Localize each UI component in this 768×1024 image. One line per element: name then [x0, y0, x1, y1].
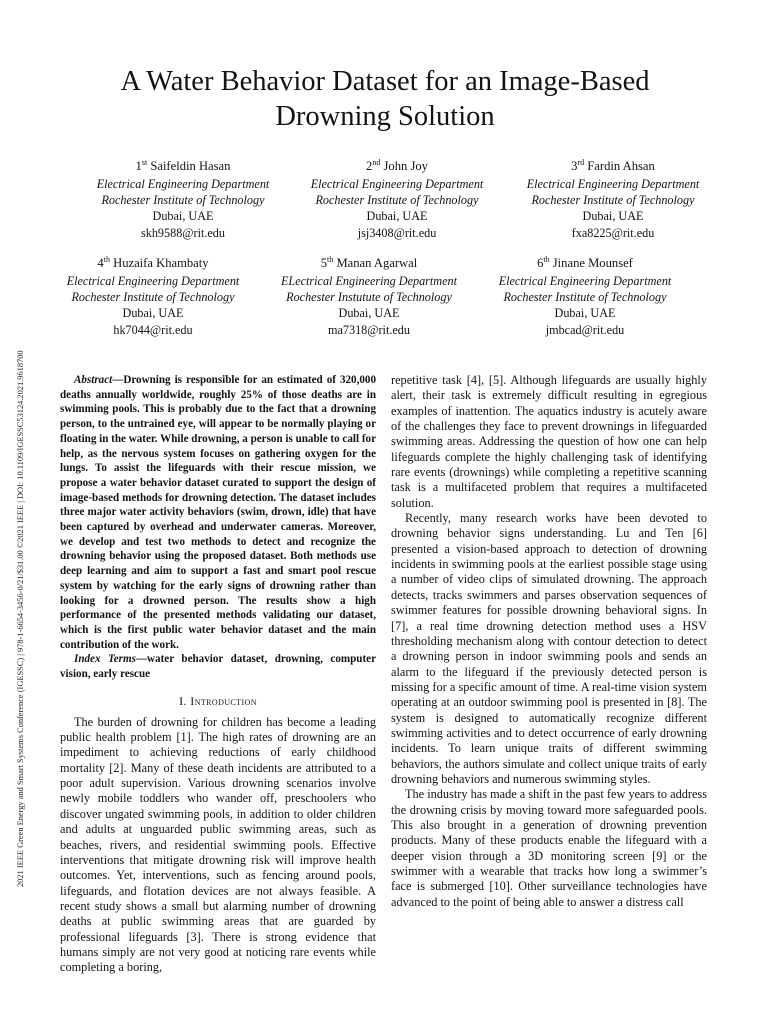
abstract — [60, 373, 376, 652]
author-department: Electrical Engineering Department — [526, 176, 700, 191]
paper-title: A Water Behavior Dataset for an Image-Based Drowning Solution — [120, 66, 650, 132]
author-institution: Rochester Institute of Technology — [315, 193, 479, 207]
author-department: ELectrical Engineering Department — [280, 273, 457, 288]
author-block-3 — [498, 155, 728, 241]
abstract-lead: Abstract — [74, 374, 113, 386]
author-name: 5th Manan Agarwal — [320, 255, 418, 271]
section-heading-introduction: I. Introduction — [179, 693, 257, 708]
right-paragraph-2: Recently, many research works have been devoted to drowning behavior signs understanding. Lu and Ten [6] presented a vision-based approach to detection of drowning incidents in swimming pools at the earliest possible stage using a number of video clips of simulated drowning. The approach detects, tracks swimmers and parses observation sequences of swimmer features for possible drowning behavioral signs. In [7], a real time drowning detection method uses a HSV thresholding mechanism along with contour detection to detect a drowning person in indoor swimming pools and sends an alarm to the lifeguard if the previously detected person is missing for a specific amount of time. A real-time vision system operating at an outdoor swimming pool is presented in [8]. The system is designed to automatically recognize different swimming activities and to detect occurrence of early drowning incidents. To learn unique traits of different swimming behaviors, the authors simulate and collect unique traits of early drowning behaviors and numerous swimming styles. — [391, 511, 707, 786]
author-institution: Rochester Institute of Technology — [71, 290, 235, 304]
author-department: Electrical Engineering Department — [96, 176, 270, 191]
author-block-2 — [282, 155, 512, 241]
author-name: 6th Jinane Mounsef — [537, 255, 633, 271]
index-terms-lead: Index Terms — [74, 653, 136, 666]
author-email: ma7318@rit.edu — [328, 322, 410, 337]
index-terms — [60, 652, 376, 681]
author-city: Dubai, UAE — [122, 306, 184, 321]
author-name: 2nd John Joy — [366, 158, 428, 174]
author-email: skh9588@rit.edu — [140, 225, 225, 240]
author-institution: Rochester Institute of Technology — [101, 193, 265, 207]
author-name: 4th Huzaifa Khambaty — [97, 255, 209, 271]
author-block-4 — [38, 252, 268, 338]
abstract-text: —Drowning is responsible for an estimated of 320,000 deaths annually worldwide, roughly 25% of those deaths are in swimming pools. This is probably due to the fact that a drowning person, to the untrained eye, will appear to be normally playing or floating in the water. While drowning, a person is unable to call for help, as the nervous system focuses on gathering oxygen for the lungs. To assist the lifeguards with their rescue mission, we propose a water behavior dataset curated to support the design of image-based methods for drowning detection. The dataset includes three major water activity behaviors (swim, drown, idle) that have been captured by overhead and underwater cameras. Moreover, we develop and test two methods to detect and recognize the drowning behavior using the proposed dataset. Both methods use deep learning and aim to support a fast and smart pool rescue system by watching for the early signs of drowning rather than looking for a drowned person. The results show a high performance of the presented methods validating our dataset, which is the first public water behavior dataset and the main contribution of the work. — [60, 374, 376, 651]
author-institution: Rochester Institute of Technology — [531, 193, 695, 207]
author-email: hk7044@rit.edu — [113, 322, 193, 337]
author-city: Dubai, UAE — [554, 306, 616, 321]
right-paragraph-3: The industry has made a shift in the past few years to address the drowning crisis by moving toward more safeguarded pools. This also brought in a generation of drowning prevention products. Many of these products enable the lifeguard with a deeper vision through a 3D monitoring screen [9] or the swimmer with a wearable that tracks how long a swimmer’s face is submerged [10]. Other surveillance technologies have advanced to the point of being able to answer a distress call — [391, 787, 707, 909]
author-institution: Rochester Institute of Technology — [503, 290, 667, 304]
author-name: 3rd Fardin Ahsan — [571, 158, 655, 174]
author-email: jsj3408@rit.edu — [357, 225, 437, 240]
author-block-5 — [254, 252, 484, 338]
author-institution: Rochester Instutute of Technology — [286, 290, 452, 304]
author-city: Dubai, UAE — [338, 306, 400, 321]
author-city: Dubai, UAE — [366, 209, 428, 224]
author-block-6 — [470, 252, 700, 338]
author-department: Electrical Engineering Department — [66, 273, 240, 288]
author-city: Dubai, UAE — [152, 209, 214, 224]
author-department: Electrical Engineering Department — [498, 273, 672, 288]
author-department: Electrical Engineering Department — [310, 176, 484, 191]
left-column — [60, 373, 376, 976]
intro-paragraph-1: The burden of drowning for children has become a leading public health problem [1]. The high rates of drowning are an impediment to achieving reductions of early childhood mortality [2]. Many of these death incidents are attributed to a poor adult supervision. Various drowning scenarios involve newly mobile toddlers who wander off, preschoolers who discover ungated swimming pools, in addition to older children and adults at unguarded public swimming areas, such as beaches, rivers, and residential swimming pools. Effective interventions that mitigate drowning risk will improve health outcomes. Yet, interventions, such as fencing around pools, lifeguards, and flotation devices are not always feasible. A recent study shows a small but alarming number of drowning deaths at public swimming areas that are guarded by professional lifeguards [3]. There is strong evidence that humans simply are not very good at noticing rare events while completing a boring, — [60, 714, 376, 975]
author-email: fxa8225@rit.edu — [571, 225, 655, 240]
author-email: jmbcad@rit.edu — [545, 322, 625, 337]
index-terms-text: —water behavior dataset, drowning, computer vision, early rescue — [60, 653, 376, 681]
author-city: Dubai, UAE — [582, 209, 644, 224]
author-block-1 — [68, 155, 298, 241]
author-name: 1st Saifeldin Hasan — [135, 158, 231, 174]
right-column — [391, 373, 707, 910]
conference-doi-stamp: 2021 IEEE Green Energy and Smart Systems Conference (IGESSC) | 978-1-6654-3456-0/21/$31.00 ©2021 IEEE | DOI: 10.1109/IGESSC53124.2021.9618700 — [16, 350, 25, 887]
right-paragraph-1: repetitive task [4], [5]. Although lifeguards are usually highly alert, their task is extremely difficult resulting in egregious examples of inattention. The aquatics industry is acutely aware of the challenges they face to prevent drownings in lifeguarded swimming areas. Addressing the question of how one can help lifeguards complete the highly challenging task of identifying rare events (drownings) while completing a repetitive scanning task is a multifaceted problem that requires a multifaceted solution. — [391, 373, 707, 510]
